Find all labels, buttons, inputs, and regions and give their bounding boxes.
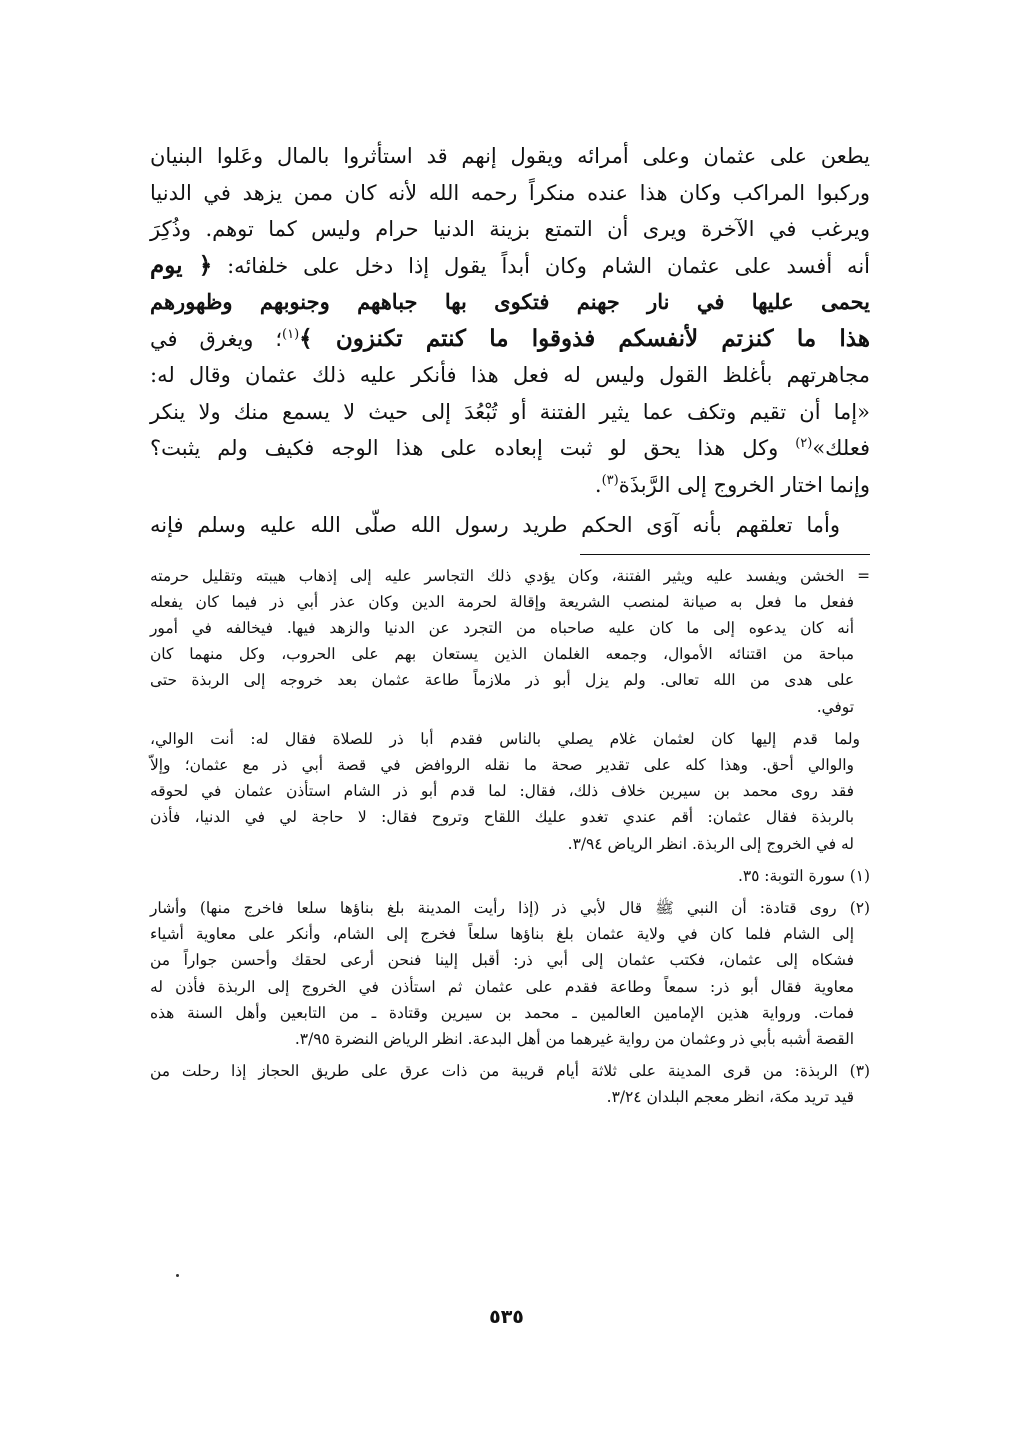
main-paragraph-2: وأما تعلقهم بأنه آوَى الحكم طريد رسول الله صلّى الله عليه وسلم فإنه bbox=[150, 513, 840, 537]
footnote-1 bbox=[150, 863, 870, 889]
quran-verse-line-1: يحمى عليها في نار جهنم فتكوى بها جباههم وجنوبهم وظهورهم bbox=[150, 289, 870, 314]
footnotes bbox=[150, 563, 870, 1111]
footnote-line: فقد روى محمد بن سيرين خلاف ذلك، فقال: لما قدم أبو ذر الشام استأذن عثمان في لحوقه bbox=[150, 782, 854, 801]
footnote-line: والوالي أحق. وهذا كله على تقدير صحة ما نقله الروافض في قصة أبي ذر مع عثمان؛ وإلاّ bbox=[150, 755, 854, 774]
main-line-10-end: . bbox=[594, 472, 602, 497]
main-line-7: مجاهرتهم بأغلظ القول وليس له فعل هذا فأنكر عليه ذلك عثمان وقال له: bbox=[150, 363, 870, 387]
footnote-line: ولما قدم إليها كان لعثمان غلام يصلي بالناس فقدم أبا ذر للصلاة فقال له: أنت الوالي، bbox=[150, 729, 860, 748]
footnote-line: بالربذة فقال عثمان: أقم عندي تغدو عليك اللقاح وتروح فقال: لا حاجة لي في الدنيا، فأذن bbox=[150, 808, 854, 827]
footnote-line: أنه كان يدعوه إلى ما كان عليه صاحباه من التجرد عن الدنيا والزهد فيها. فيخالفه في أمور bbox=[150, 618, 854, 637]
footnote-line: على هدى من الله تعالى. ولم يزل أبو ذر ملازماً طاعة عثمان بعد خروجه إلى الربذة حتى bbox=[150, 671, 854, 690]
footnote-ref-3: (٣) bbox=[601, 472, 619, 488]
page-number: ٥٣٥ bbox=[489, 1306, 524, 1328]
footnote-3 bbox=[150, 1058, 870, 1110]
main-text bbox=[150, 138, 870, 544]
main-line-4 bbox=[150, 248, 870, 285]
footnote-line: = الخشن ويفسد عليه ويثير الفتنة، وكان يؤدي ذلك التجاسر عليه إلى إذهاب هيبته وتقليل حرمته bbox=[150, 566, 870, 585]
footnote-line: (٢) روى قتادة: أن النبي ﷺ قال لأبي ذر (إذا رأيت المدينة بلغ بناؤها سلعا فاخرج منها) وأشار bbox=[150, 898, 870, 917]
footnote-line: له في الخروج إلى الربذة. انظر الرياض ٣/٩٤. bbox=[567, 834, 854, 853]
footnote-line: فشكاه إلى عثمان، فكتب عثمان إلى أبي ذر: أقبل إلينا فنحن أرعى لحقك وأحسن جواراً من bbox=[150, 951, 854, 970]
quran-verse-line-2: هذا ما كنزتم لأنفسكم فذوقوا ما كنتم تكنزون ﴾ bbox=[299, 324, 870, 352]
main-line-9-head: فعلك» bbox=[812, 436, 870, 460]
main-line-10 bbox=[150, 467, 870, 504]
footnote-ref-1: (١) bbox=[282, 326, 300, 342]
main-line-3: ويرغب في الآخرة ويرى أن التمتع بزينة الدنيا حرام وليس كما توهم. وذُكِرَ bbox=[150, 217, 870, 241]
footnote-2 bbox=[150, 895, 870, 1052]
main-line-6 bbox=[150, 321, 870, 358]
main-line-2: وركبوا المراكب وكان هذا عنده منكراً رحمه الله لأنه كان ممن يزهد في الدنيا bbox=[150, 180, 870, 205]
main-line-1: يطعن على عثمان وعلى أمرائه ويقول إنهم قد استأثروا بالمال وعَلوا البنيان bbox=[150, 144, 870, 168]
main-line-9 bbox=[150, 430, 870, 467]
footnote-line: إلى الشام فلما كان في ولاية عثمان بلغ بناؤها سلعاً فخرج إلى الشام، وأنكر على معاوية أشياء bbox=[150, 925, 854, 944]
footnote-line: ففعل ما فعل به صيانة لمنصب الشريعة وإقالة لحرمة الدين وكان عذر أبي ذر فيما كان يفعله bbox=[150, 592, 854, 611]
main-line-8: «إما أن تقيم وتكف عما يثير الفتنة أو تُبْعُدَ إلى حيث لا يسمع منك ولا ينكر bbox=[150, 399, 870, 424]
footnote-line: (١) سورة التوبة: ٣٥. bbox=[737, 866, 870, 885]
footnote-continued-2 bbox=[150, 726, 870, 857]
footnote-ref-2: (٢) bbox=[795, 436, 813, 451]
scan-speck bbox=[176, 1274, 179, 1277]
footnote-continued bbox=[150, 563, 870, 720]
main-line-9-text: وكل هذا يحق لو ثبت إبعاده على هذا الوجه فكيف ولم يثبت؟ bbox=[150, 436, 796, 460]
main-line-4-text: أنه أفسد على عثمان الشام وكان أبداً يقول إذا دخل على خلفائه: bbox=[227, 253, 870, 278]
footnote-line: (٣) الربذة: من قرى المدينة على ثلاثة أيام قريبة من ذات عرق على طريق الحجاز إذا رحلت من bbox=[150, 1062, 870, 1081]
footnote-line: معاوية فقال أبو ذر: سمعاً وطاعة فقدم على عثمان ثم استأذن في الخروج إلى الربذة فأذن له bbox=[150, 977, 854, 996]
footnote-line: القصة أشبه بأبي ذر وعثمان من رواية غيرهما من أهل البدعة. انظر الرياض النضرة ٣/٩٥. bbox=[294, 1029, 854, 1048]
footnote-line: توفي. bbox=[816, 697, 854, 716]
footnote-line: فمات. ورواية هذين الإمامين العالمين ـ محمد بن سيرين وقتادة ـ من التابعين وأهل السنة هذه bbox=[150, 1003, 854, 1022]
footnote-divider bbox=[580, 554, 870, 555]
main-line-10-text: وإنما اختار الخروج إلى الرَّبذَة bbox=[618, 472, 870, 497]
page-body bbox=[150, 138, 870, 1117]
footnote-line: مباحة من اقتنائه الأموال، وجمعه الغلمان الذين يستعان بهم على الحروب، وكل منهما كان bbox=[150, 645, 854, 664]
quran-verse-start: ﴿ يوم bbox=[150, 251, 213, 279]
main-line-6-tail: ؛ ويغرق في bbox=[150, 326, 283, 351]
footnote-line: قيد تريد مكة، انظر معجم البلدان ٣/٢٤. bbox=[606, 1088, 854, 1107]
